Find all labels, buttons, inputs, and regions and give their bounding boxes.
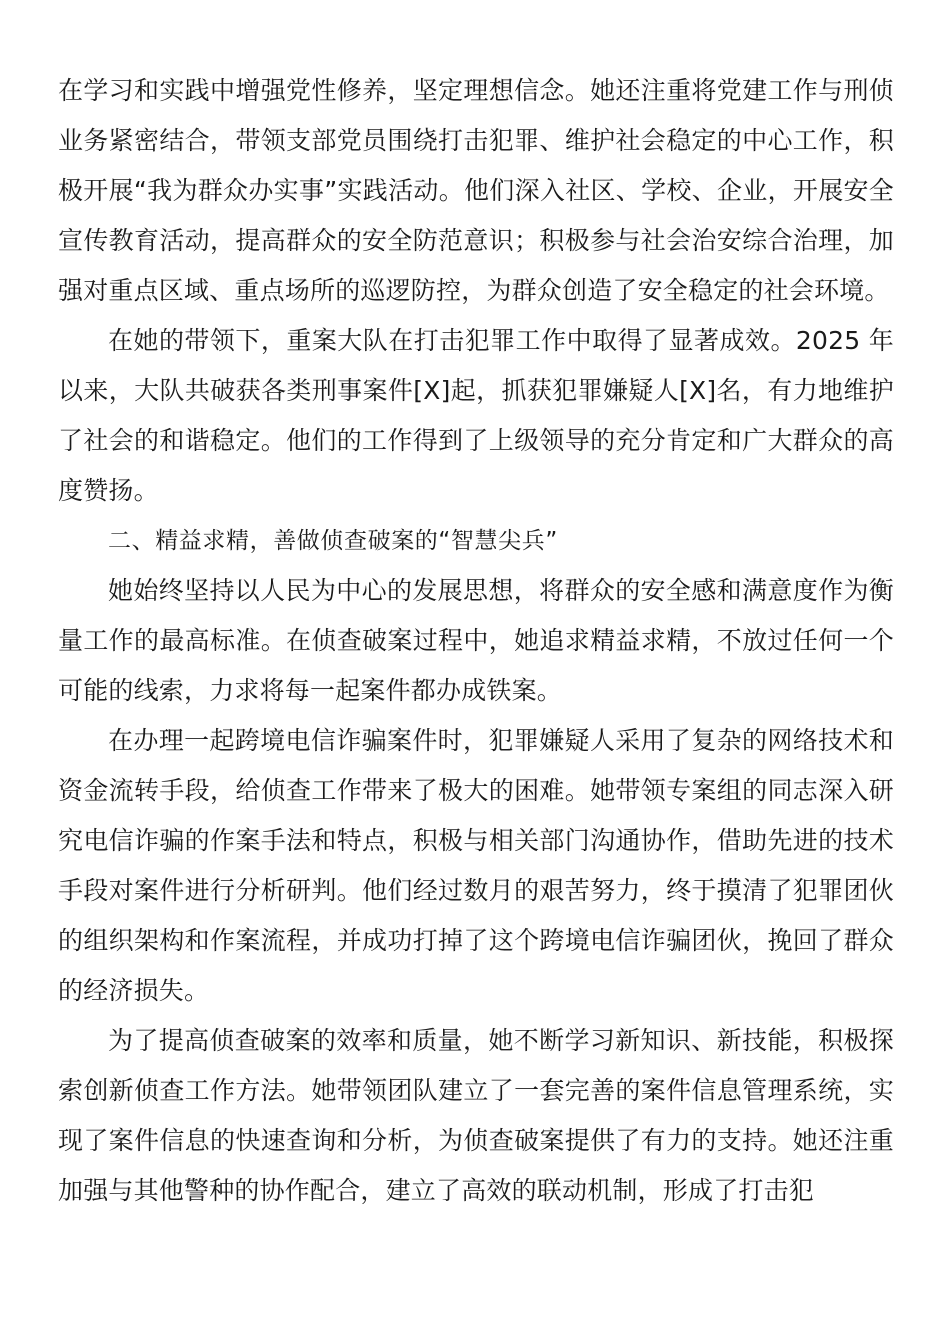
section-heading-2: 二、精益求精，善做侦查破案的“智慧尖兵” <box>108 528 558 554</box>
paragraph-party-building-continued: 在学习和实践中增强党性修养，坚定理想信念。她还注重将党建工作与刑侦业务紧密结合，带领支部党员围绕打击犯罪、维护社会稳定的中心工作，积极开展“我为群众办实事”实践活动。他们深入社区、学校、企业，开展安全宣传教育活动，提高群众的安全防范意识；积极参与社会治安综合治理，加强对重点区域、重点场所的巡逻防控，为群众创造了安全稳定的社会环境。 <box>58 76 894 305</box>
document-page <box>58 66 894 1216</box>
paragraph-achievements: 在她的带领下，重案大队在打击犯罪工作中取得了显著成效。2025 年以来，大队共破获各类刑事案件[X]起，抓获犯罪嫌疑人[X]名，有力地维护了社会的和谐稳定。他们的工作得到了上级领导的充分肯定和广大群众的高度赞扬。 <box>58 326 894 505</box>
paragraph-people-centered: 她始终坚持以人民为中心的发展思想，将群众的安全感和满意度作为衡量工作的最高标准。在侦查破案过程中，她追求精益求精，不放过任何一个可能的线索，力求将每一起案件都办成铁案。 <box>58 576 894 705</box>
paragraph-telecom-fraud-case: 在办理一起跨境电信诈骗案件时，犯罪嫌疑人采用了复杂的网络技术和资金流转手段，给侦查工作带来了极大的困难。她带领专案组的同志深入研究电信诈骗的作案手法和特点，积极与相关部门沟通协作，借助先进的技术手段对案件进行分析研判。他们经过数月的艰苦努力，终于摸清了犯罪团伙的组织架构和作案流程，并成功打掉了这个跨境电信诈骗团伙，挽回了群众的经济损失。 <box>58 726 894 1005</box>
paragraph-innovation: 为了提高侦查破案的效率和质量，她不断学习新知识、新技能，积极探索创新侦查工作方法。她带领团队建立了一套完善的案件信息管理系统，实现了案件信息的快速查询和分析，为侦查破案提供了有力的支持。她还注重加强与其他警种的协作配合，建立了高效的联动机制，形成了打击犯 <box>58 1026 894 1205</box>
